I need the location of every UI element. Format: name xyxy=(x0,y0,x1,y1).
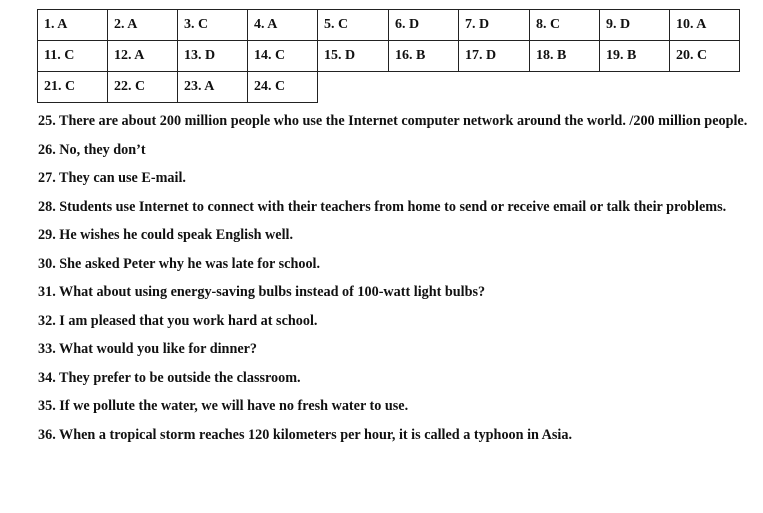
table-cell: 14. C xyxy=(248,41,318,72)
table-cell: 18. B xyxy=(530,41,600,72)
empty-cell xyxy=(389,72,459,103)
table-cell: 5. C xyxy=(318,10,389,41)
table-cell: 24. C xyxy=(248,72,318,103)
table-cell: 13. D xyxy=(178,41,248,72)
table-cell: 3. C xyxy=(178,10,248,41)
table-cell: 20. C xyxy=(670,41,740,72)
answer-item: 27. They can use E-mail. xyxy=(38,170,186,186)
table-cell: 2. A xyxy=(108,10,178,41)
written-answers-list xyxy=(38,110,750,452)
table-cell: 8. C xyxy=(530,10,600,41)
empty-cell xyxy=(530,72,600,103)
answer-item: 35. If we pollute the water, we will have no fresh water to use. xyxy=(38,398,409,414)
table-cell: 21. C xyxy=(38,72,108,103)
table-cell: 15. D xyxy=(318,41,389,72)
table-cell: 10. A xyxy=(670,10,740,41)
table-cell: 19. B xyxy=(600,41,670,72)
empty-cell xyxy=(600,72,670,103)
answer-item: 25. There are about 200 million people who use the Internet computer network around the world. /200 million people. xyxy=(38,113,748,129)
table-cell: 11. C xyxy=(38,41,108,72)
table-row xyxy=(38,41,740,72)
empty-cell xyxy=(459,72,530,103)
answer-item: 30. She asked Peter why he was late for school. xyxy=(38,255,321,272)
table-cell: 16. B xyxy=(389,41,459,72)
table-cell: 17. D xyxy=(459,41,530,72)
table-cell: 22. C xyxy=(108,72,178,103)
answer-key-table xyxy=(37,9,740,103)
answer-item: 33. What would you like for dinner? xyxy=(38,341,258,357)
table-row xyxy=(38,72,740,103)
answer-item: 34. They prefer to be outside the classroom. xyxy=(38,369,301,386)
table-cell: 1. A xyxy=(38,10,108,41)
table-cell: 7. D xyxy=(459,10,530,41)
table-cell: 9. D xyxy=(600,10,670,41)
answer-item: 29. He wishes he could speak English well. xyxy=(38,227,294,243)
answer-item: 28. Students use Internet to connect with their teachers from home to send or receive email or talk their problems. xyxy=(38,198,727,215)
empty-cell xyxy=(670,72,740,103)
answer-item: 36. When a tropical storm reaches 120 kilometers per hour, it is called a typhoon in Asia. xyxy=(38,426,573,443)
table-cell: 6. D xyxy=(389,10,459,41)
empty-cell xyxy=(318,72,389,103)
table-cell: 12. A xyxy=(108,41,178,72)
answer-item: 26. No, they don’t xyxy=(38,141,146,158)
table-row xyxy=(38,10,740,41)
table-cell: 4. A xyxy=(248,10,318,41)
answer-item: 31. What about using energy-saving bulbs instead of 100-watt light bulbs? xyxy=(38,284,486,300)
answer-item: 32. I am pleased that you work hard at school. xyxy=(38,312,318,329)
table-cell: 23. A xyxy=(178,72,248,103)
